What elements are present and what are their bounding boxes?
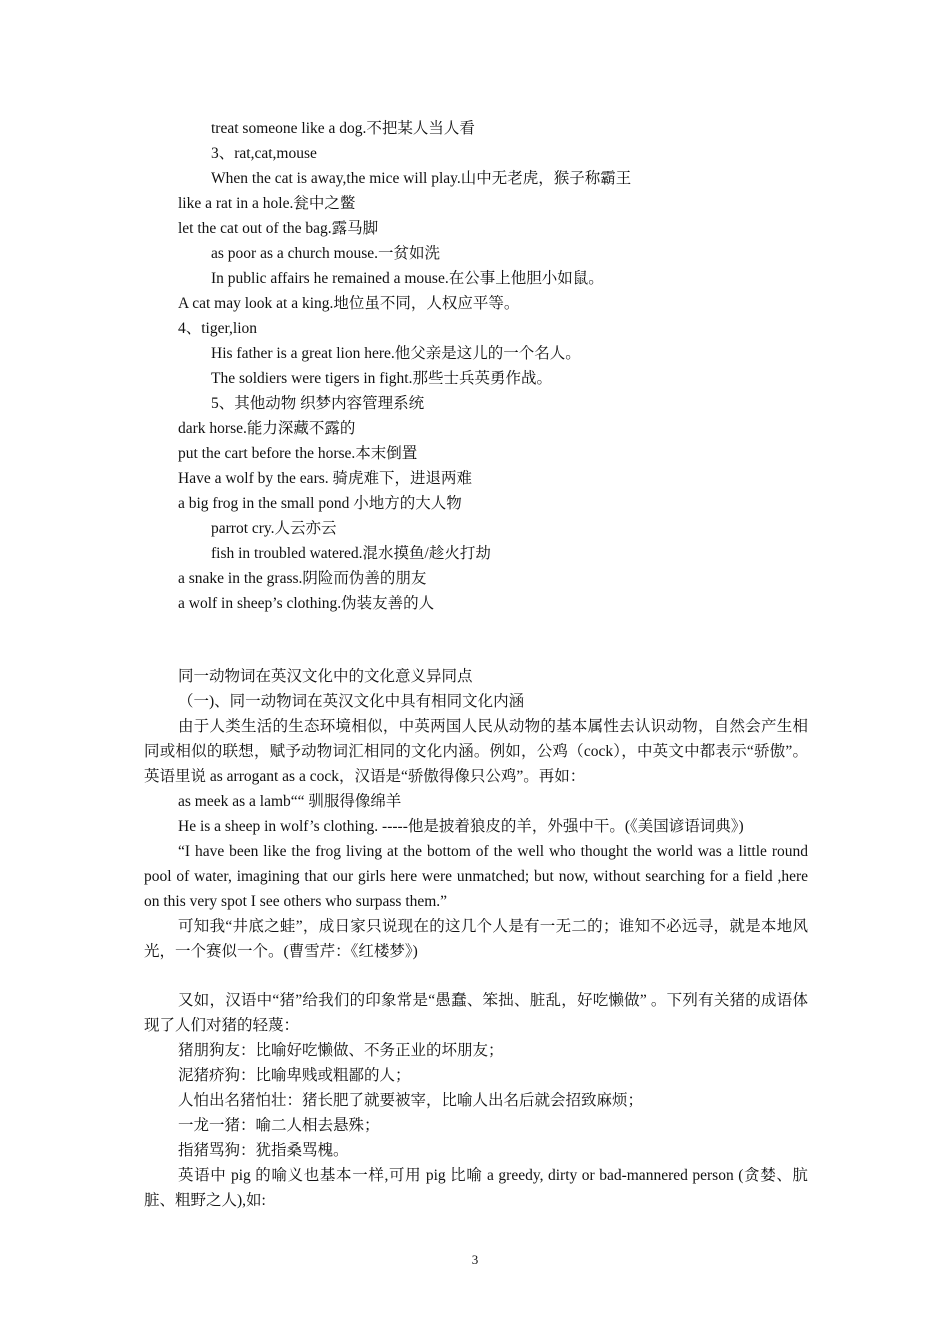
list-item: 猪朋狗友：比喻好吃懒做、不务正业的坏朋友；	[178, 1042, 504, 1059]
text-line: The soldiers were tigers in fight.那些士兵英勇作战。	[211, 370, 552, 387]
text-line: treat someone like a dog.不把某人当人看	[211, 120, 475, 137]
text-line: parrot cry.人云亦云	[211, 520, 337, 537]
section-heading-4: 4、tiger,lion	[178, 320, 258, 337]
text-line: When the cat is away,the mice will play.山中无老虎，猴子称霸王	[211, 170, 632, 187]
text-line: a wolf in sheep’s clothing.伪装友善的人	[178, 595, 435, 612]
text-line: He is a sheep in wolf’s clothing. -----他是披着狼皮的羊，外强中干。(《美国谚语词典》)	[178, 818, 744, 835]
text-line: Have a wolf by the ears. 骑虎难下，进退两难	[178, 470, 473, 487]
paragraph: 可知我“井底之蛙”，成日家只说现在的这几个人是有一无二的；谁知不必远寻，就是本地风光，一个赛似一个。(曹雪芹：《红楼梦》)	[144, 918, 808, 960]
paragraph: 由于人类生活的生态环境相似，中英两国人民从动物的基本属性去认识动物，自然会产生相同或相似的联想，赋予动物词汇相同的文化内涵。例如，公鸡（cock），中英文中都表示“骄傲”。英语里说 as arrogant as a cock，汉语是“骄傲得像只公鸡”。再如：	[144, 718, 808, 785]
list-item: 一龙一猪：喻二人相去悬殊；	[178, 1117, 380, 1134]
text-line: In public affairs he remained a mouse.在公事上他胆小如鼠。	[211, 270, 604, 287]
text-line: as poor as a church mouse.一贫如洗	[211, 245, 441, 262]
text-line: put the cart before the horse.本末倒置	[178, 445, 418, 462]
text-line: a snake in the grass.阴险而伪善的朋友	[178, 570, 427, 587]
list-item: 指猪骂狗：犹指桑骂槐。	[178, 1142, 349, 1159]
text-line: let the cat out of the bag.露马脚	[178, 220, 379, 237]
text-line: dark horse.能力深藏不露的	[178, 420, 356, 437]
list-item: 泥猪疥狗：比喻卑贱或粗鄙的人；	[178, 1067, 411, 1084]
section-heading-5: 5、其他动物 织梦内容管理系统	[211, 395, 425, 412]
paragraph: 英语中 pig 的喻义也基本一样,可用 pig 比喻 a greedy, dirty or bad-mannered person (贪婪、肮脏、粗野之人),如:	[144, 1167, 808, 1209]
subsection-title: （一)、同一动物词在英汉文化中具有相同文化内涵	[178, 693, 525, 710]
text-line: as meek as a lamb““ 驯服得像绵羊	[178, 793, 402, 810]
section-title: 同一动物词在英汉文化中的文化意义异同点	[178, 668, 473, 685]
text-line: a big frog in the small pond 小地方的大人物	[178, 495, 462, 512]
text-line: A cat may look at a king.地位虽不同，人权应平等。	[178, 295, 520, 312]
text-line: fish in troubled watered.混水摸鱼/趁火打劫	[211, 545, 491, 562]
text-line: like a rat in a hole.瓮中之鳖	[178, 195, 356, 212]
text-line: His father is a great lion here.他父亲是这儿的一个名人。	[211, 345, 581, 362]
section-heading-3: 3、rat,cat,mouse	[211, 145, 317, 162]
paragraph: 又如，汉语中“猪”给我们的印象常是“愚蠢、笨拙、脏乱，好吃懒做” 。下列有关猪的成语体现了人们对猪的轻蔑：	[144, 992, 808, 1034]
quote-paragraph: “I have been like the frog living at the bottom of the well who thought the world was a little round pool of water, imagining that our girls here were unmatched; but now, without searching for a field ,here on this very spot I see others who surpass them.”	[144, 843, 808, 910]
list-item: 人怕出名猪怕壮：猪长肥了就要被宰，比喻人出名后就会招致麻烦；	[178, 1092, 644, 1109]
page-number: 3	[471, 1252, 479, 1267]
